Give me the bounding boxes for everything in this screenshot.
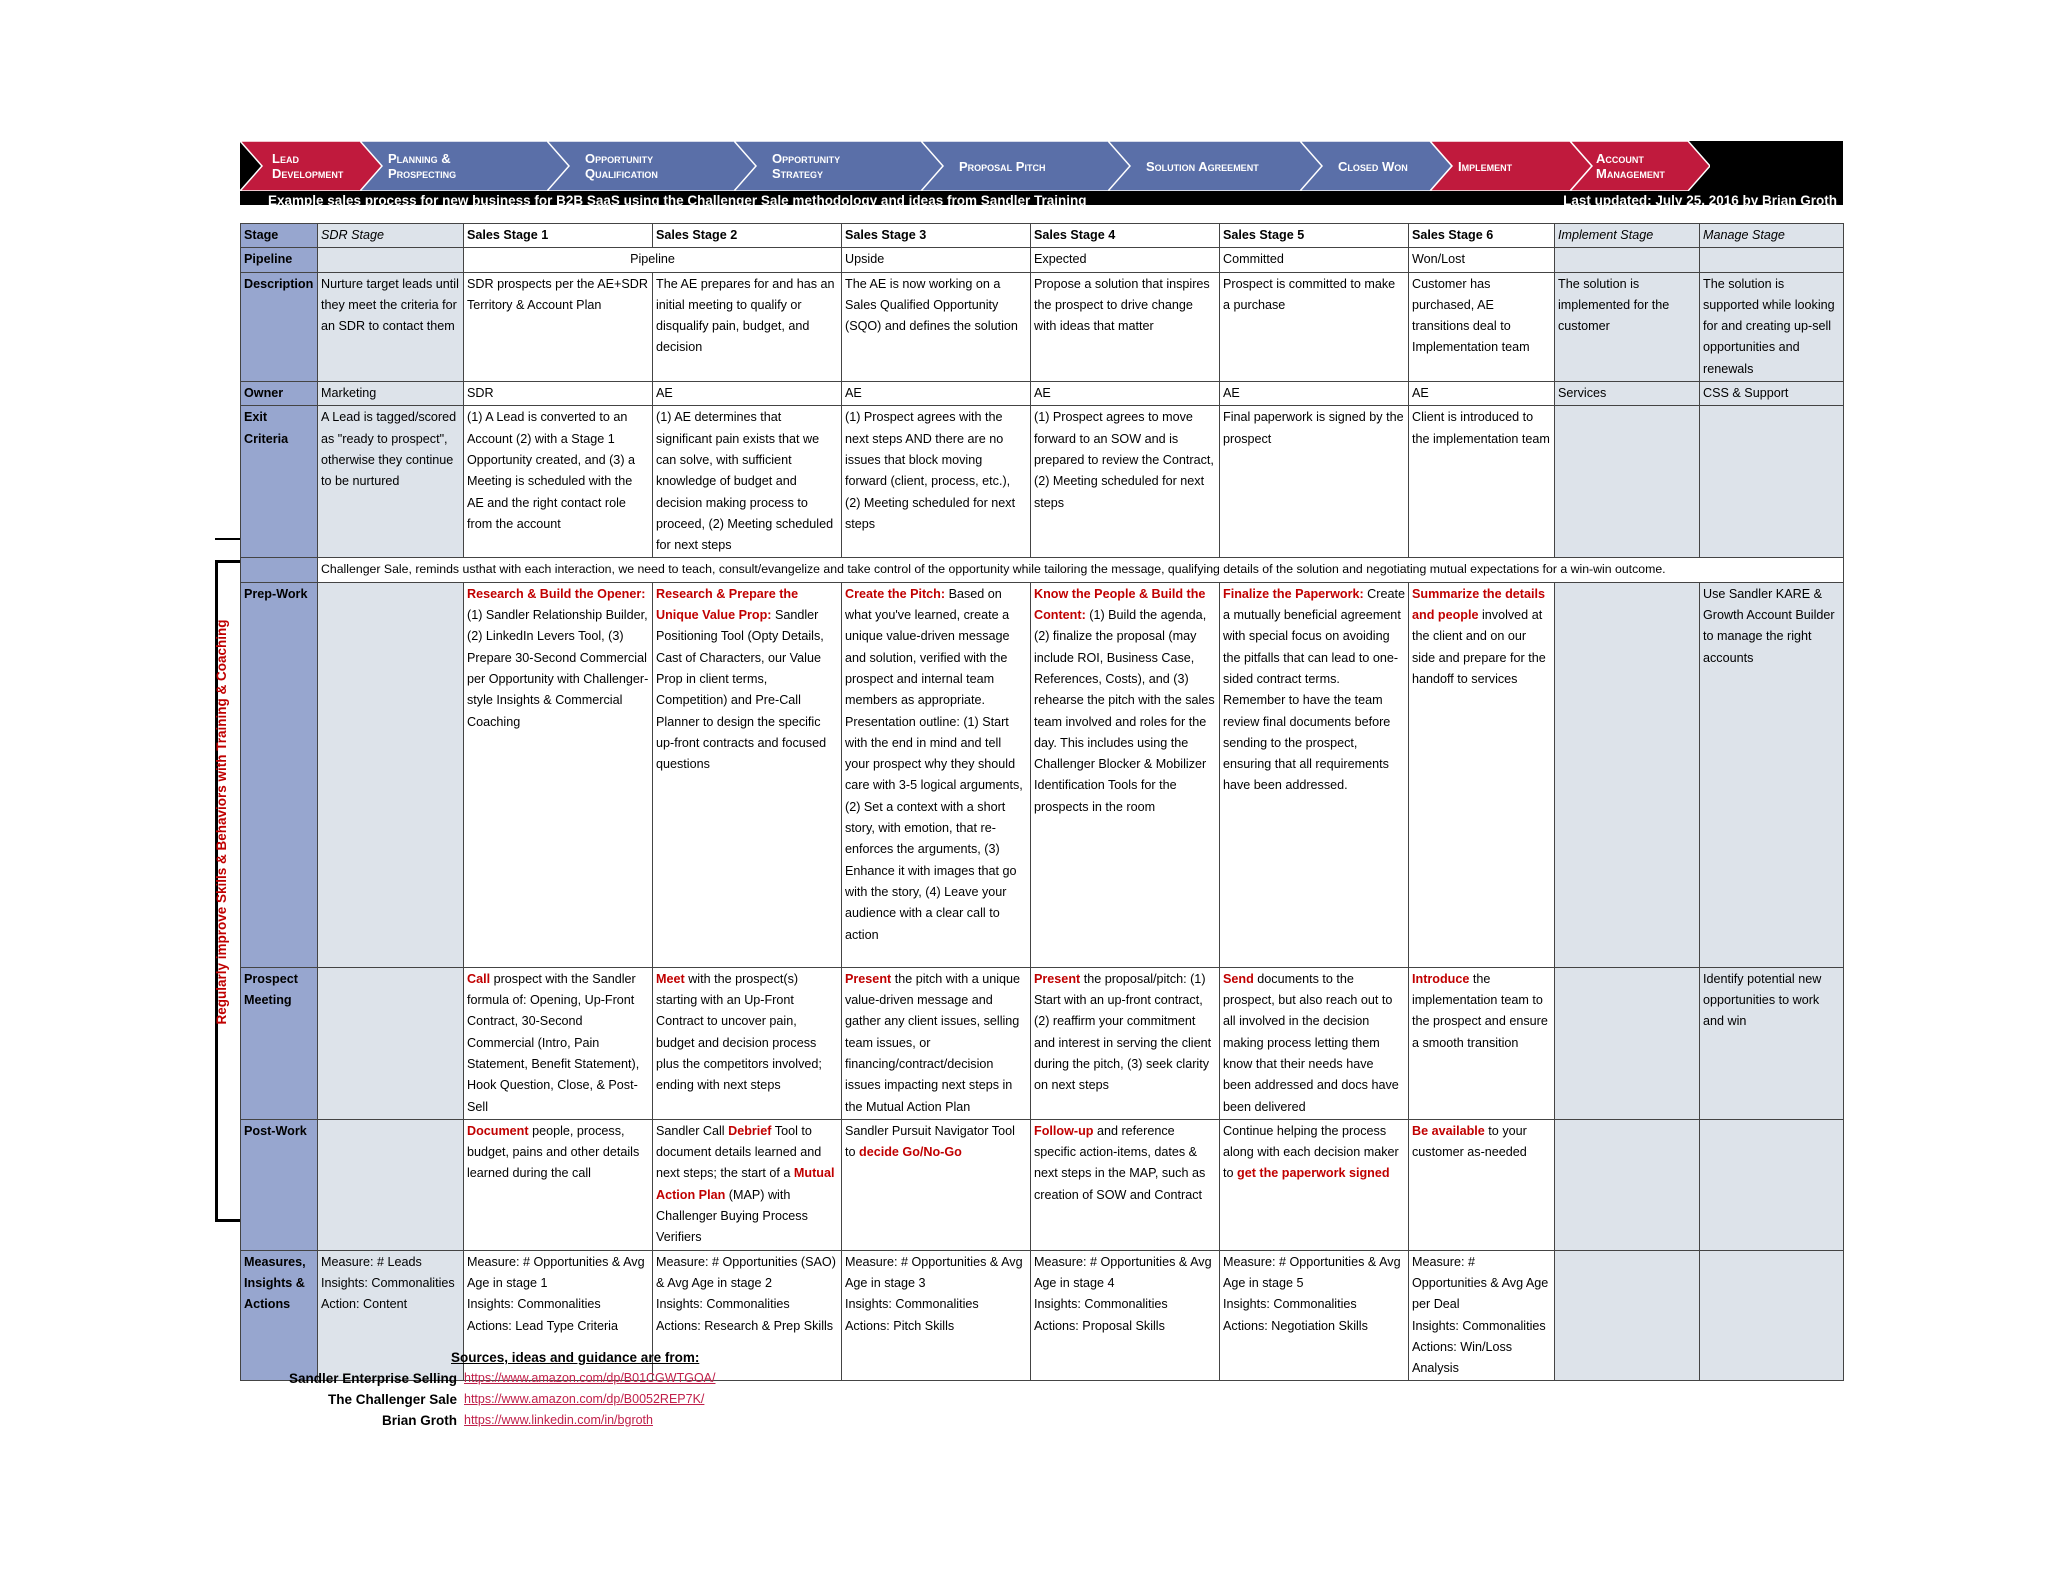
row-header-stage: Stage [241, 224, 318, 248]
row-exit [241, 406, 1844, 558]
pipeline-cell: Committed [1220, 248, 1409, 272]
post-cell [1220, 1119, 1409, 1250]
stage-label: Opportunity Qualification [585, 151, 658, 181]
cell-highlight: Mutual Action Plan [656, 1166, 835, 1202]
measure-line: Insights: Commonalities [845, 1297, 979, 1312]
stage-chevron [547, 141, 757, 191]
exit-cell: (1) A Lead is converted to an Account (2) with a Stage 1 Opportunity created, and (3) a Meeting is scheduled with the AE and the right contact role from the account [464, 406, 653, 558]
challenger-note: Challenger Sale, reminds usthat with each interaction, we need to teach, consult/evangelize and take control of the opportunity while tailoring the message, qualifying details of the solution and negotiating mutual expectations for a win-win outcome. [318, 558, 1844, 582]
cell-text: to your customer as-needed [1412, 1123, 1527, 1160]
cell-highlight: Research & Prepare the Unique Value Prop: [656, 586, 799, 623]
measures-cell [1700, 1250, 1844, 1381]
post-cell [653, 1119, 842, 1250]
stage-chevron [1570, 141, 1710, 191]
cell-text: (1) Sandler Relationship Builder, (2) LinkedIn Levers Tool, (3) Prepare 30-Second Commercial per Opportunity with Challenger-style Insights & Commercial Coaching [467, 608, 649, 729]
meeting-cell [1700, 967, 1844, 1119]
cell-text: Sandler Call [656, 1123, 729, 1138]
row-header-exit: Exit Criteria [241, 406, 318, 558]
source-link[interactable]: https://www.linkedin.com/in/bgroth [464, 1413, 653, 1427]
cell-text: (1) Build the agenda, (2) finalize the proposal (may include ROI, Business Case, References, Costs), and (3) rehearse the pitch with the sales team involved and roles for the day. This includes using the Challenger Blocker & Mobilizer Identification Tools for the prospects in the room [1034, 608, 1215, 814]
row-post [241, 1119, 1844, 1250]
row-meeting [241, 967, 1844, 1119]
measure-line: Measure: # Leads [321, 1254, 422, 1269]
stage-cell: Sales Stage 4 [1031, 224, 1220, 248]
meeting-cell [1555, 967, 1700, 1119]
post-cell [1409, 1119, 1555, 1250]
measure-line: Actions: Lead Type Criteria [467, 1318, 618, 1333]
prep-cell [318, 582, 464, 967]
measure-line: Measure: # Opportunities & Avg Age in stage 5 [1223, 1254, 1401, 1290]
stage-label: Lead Development [272, 151, 344, 181]
stage-label: Implement [1458, 158, 1513, 174]
row-challenger-note [241, 558, 1844, 582]
measure-line: Measure: # Opportunities & Avg Age in stage 3 [845, 1254, 1023, 1290]
measure-line: Actions: Research & Prep Skills [656, 1318, 834, 1333]
cell-text: documents to the prospect, but also reach out to all involved in the decision making process letting them know that their needs have been addressed and docs have been delivered [1223, 971, 1399, 1114]
cell-text: the proposal/pitch: (1) Start with an up-front contract, (2) reaffirm your commitment and interest in serving the client during the pitch, (3) seek clarity on next steps [1034, 971, 1212, 1093]
row-header-owner: Owner [241, 382, 318, 406]
description-cell: Prospect is committed to make a purchase [1220, 272, 1409, 381]
exit-cell: Final paperwork is signed by the prospect [1220, 406, 1409, 558]
cell-highlight: Summarize the details and people [1412, 586, 1545, 623]
meeting-cell [842, 967, 1031, 1119]
prep-cell [464, 582, 653, 967]
measure-line: Measure: # Opportunities (SAO) & Avg Age in stage 2 [656, 1254, 836, 1290]
source-name: Brian Groth [381, 1413, 457, 1428]
owner-cell: AE [1031, 382, 1220, 406]
cell-highlight: get the paperwork signed [1237, 1166, 1390, 1181]
cell-highlight: Meet [656, 971, 685, 986]
stage-label: Opportunity Strategy [772, 151, 841, 181]
cell-text: (MAP) with Challenger Buying Process Verifiers [656, 1187, 808, 1245]
row-description [241, 272, 1844, 381]
cell-text: the pitch with a unique value-driven message and gather any client issues, selling team issues, or financing/contract/decision issues impacting next steps in the Mutual Action Plan [845, 971, 1021, 1114]
description-cell: The solution is implemented for the customer [1555, 272, 1700, 381]
stage-banner [240, 141, 1843, 208]
prep-cell [1555, 582, 1700, 967]
exit-cell: Client is introduced to the implementation team [1409, 406, 1555, 558]
measure-line: Insights: Commonalities [1223, 1297, 1357, 1312]
stage-label: Solution Agreement [1146, 158, 1259, 174]
measure-line: Measure: # Opportunities & Avg Age in stage 4 [1034, 1254, 1212, 1290]
source-row [270, 1413, 870, 1433]
row-owner [241, 382, 1844, 406]
stage-cell: Manage Stage [1700, 224, 1844, 248]
divider-line [215, 538, 240, 540]
measures-cell [318, 1250, 464, 1381]
cell-highlight: Follow-up [1034, 1123, 1094, 1138]
measure-line: Measure: # Opportunities & Avg Age per Deal [1412, 1254, 1549, 1312]
meeting-cell [464, 967, 653, 1119]
cell-text: with the prospect(s) starting with an Up-Front Contract to uncover pain, budget and decision process plus the competitors involved; ending with next steps [656, 971, 822, 1093]
stage-label: Proposal Pitch [959, 158, 1046, 174]
prep-cell [1220, 582, 1409, 967]
cell-text: the implementation team to the prospect and ensure a smooth transition [1412, 971, 1548, 1050]
measure-line: Insights: Commonalities [1412, 1318, 1546, 1333]
cell-text: Create a mutually beneficial agreement with special focus on avoiding the pitfalls that can lead to one-sided contract terms. Remember to have the team review final documents before sending to the prospect, ensuring that all requirements have been addressed. [1223, 586, 1405, 793]
cell-text: Based on what you've learned, create a unique value-driven message and solution, verified with the prospect and internal team members as appropriate. Presentation outline: (1) Start with the end in mind and tell your prospect why they should care with 3-5 logical arguments, (2) Set a context with a short story, with emotion, that re-enforces the arguments, (3) Enhance it with images that go with the story, (4) Leave your audience with a clear call to action [845, 586, 1023, 942]
row-prep [241, 582, 1844, 967]
cell-highlight: Be available [1412, 1123, 1485, 1138]
cell-highlight: Research & Build the Opener: [467, 586, 646, 601]
pipeline-cell: Pipeline [464, 248, 842, 272]
pipeline-cell: Expected [1031, 248, 1220, 272]
sources-title: Sources, ideas and guidance are from: [451, 1350, 700, 1365]
owner-cell: AE [1409, 382, 1555, 406]
prep-cell [842, 582, 1031, 967]
stage-cell: Sales Stage 3 [842, 224, 1031, 248]
cell-text: people, process, budget, pains and other details learned during the call [467, 1123, 640, 1181]
meeting-cell [1409, 967, 1555, 1119]
cell-text: Use Sandler KARE & Growth Account Builder to manage the right accounts [1703, 586, 1835, 665]
post-cell [1555, 1119, 1700, 1250]
cell-highlight: Finalize the Paperwork: [1223, 586, 1364, 601]
measure-line: Actions: Pitch Skills [845, 1318, 955, 1333]
cell-text: Tool to document details learned and next steps; the start of a [656, 1123, 822, 1181]
stage-cell: Sales Stage 5 [1220, 224, 1409, 248]
exit-cell: A Lead is tagged/scored as "ready to prospect", otherwise they continue to be nurtured [318, 406, 464, 558]
stage-cell: Sales Stage 1 [464, 224, 653, 248]
measure-line: Insights: Commonalities [467, 1297, 601, 1312]
measure-line: Action: Content [321, 1297, 408, 1312]
row-header-pipeline: Pipeline [241, 248, 318, 272]
sheet-title: Example sales process for new business for B2B SaaS using the Challenger Sale methodology and ideas from Sandler Training [268, 193, 1087, 208]
post-cell [318, 1119, 464, 1250]
stage-chevron [360, 141, 570, 191]
row-pipeline [241, 248, 1844, 272]
cell-highlight: Create the Pitch: [845, 586, 946, 601]
description-cell: Propose a solution that inspires the prospect to drive change with ideas that matter [1031, 272, 1220, 381]
description-cell: Customer has purchased, AE transitions deal to Implementation team [1409, 272, 1555, 381]
cell-highlight: Send [1223, 971, 1254, 986]
meeting-cell [653, 967, 842, 1119]
stage-label: Closed Won [1338, 158, 1408, 174]
measure-line: Insights: Commonalities [321, 1275, 455, 1290]
post-cell [1700, 1119, 1844, 1250]
stage-cell: Sales Stage 6 [1409, 224, 1555, 248]
cell-text: Sandler Pursuit Navigator Tool to [845, 1123, 1015, 1160]
row-header-measures: Measures, Insights & Actions [241, 1250, 318, 1381]
training-side-label: Regularly improve Skills & Behaviors with Training & Coaching [214, 619, 229, 1025]
exit-cell: (1) Prospect agrees with the next steps AND there are no issues that block moving forward (client, process, etc.), (2) Meeting scheduled for next steps [842, 406, 1031, 558]
cell-text: involved at the client and on our side and prepare for the handoff to services [1412, 608, 1546, 686]
exit-cell [1700, 406, 1844, 558]
owner-cell: Marketing [318, 382, 464, 406]
pipeline-cell [318, 248, 464, 272]
owner-cell: CSS & Support [1700, 382, 1844, 406]
cell-text: Sandler Positioning Tool (Opty Details, Cast of Characters, our Value Prop in client terms, Competition) and Pre-Call Planner to design the specific up-front contracts and focused questions [656, 608, 827, 772]
source-row [270, 1392, 870, 1412]
measure-line: Actions: Proposal Skills [1034, 1318, 1165, 1333]
source-link[interactable]: https://www.amazon.com/dp/B0052REP7K/ [464, 1392, 705, 1406]
exit-cell [1555, 406, 1700, 558]
measures-cell [842, 1250, 1031, 1381]
owner-cell: AE [1220, 382, 1409, 406]
measures-cell [1220, 1250, 1409, 1381]
row-header-description: Description [241, 272, 318, 381]
cell-text: prospect with the Sandler formula of: Opening, Up-Front Contract, 30-Second Commercial (Intro, Pain Statement, Benefit Statement), Hook Question, Close, & Post-Sell [467, 971, 640, 1114]
row-header-prep: Prep-Work [241, 582, 318, 967]
stage-chevron [921, 141, 1131, 191]
measure-line: Actions: Negotiation Skills [1223, 1318, 1368, 1333]
stage-chevron [1430, 141, 1592, 191]
pipeline-cell: Won/Lost [1409, 248, 1555, 272]
stage-label: Account Management [1596, 151, 1665, 181]
stage-chevron [734, 141, 944, 191]
cell-highlight: Know the People & Build the Content: [1034, 586, 1206, 623]
prep-cell [653, 582, 842, 967]
meeting-cell [1031, 967, 1220, 1119]
cell-highlight: Debrief [728, 1123, 772, 1138]
cell-highlight: Present [1034, 971, 1081, 986]
prep-cell [1409, 582, 1555, 967]
meeting-cell [318, 967, 464, 1119]
post-cell [1031, 1119, 1220, 1250]
description-cell: Nurture target leads until they meet the criteria for an SDR to contact them [318, 272, 464, 381]
source-row [270, 1371, 870, 1391]
cell-text: and reference specific action-items, dates & next steps in the MAP, such as creation of SOW and Contract [1034, 1123, 1206, 1202]
exit-cell: (1) Prospect agrees to move forward to an SOW and is prepared to review the Contract, (2) Meeting scheduled for next steps [1031, 406, 1220, 558]
stage-chevron [1108, 141, 1323, 191]
pipeline-cell [1700, 248, 1844, 272]
stage-cell: Implement Stage [1555, 224, 1700, 248]
source-name: The Challenger Sale [327, 1392, 457, 1407]
owner-cell: AE [842, 382, 1031, 406]
row-header-meeting: Prospect Meeting [241, 967, 318, 1119]
owner-cell: SDR [464, 382, 653, 406]
last-updated: Last updated: July 25, 2016 by Brian Groth [1563, 193, 1837, 208]
process-table [240, 223, 1844, 1381]
measures-cell [1409, 1250, 1555, 1381]
source-name: Sandler Enterprise Selling [288, 1371, 457, 1386]
prep-cell [1700, 582, 1844, 967]
description-cell: The solution is supported while looking for and creating up-sell opportunities and renewals [1700, 272, 1844, 381]
owner-cell: AE [653, 382, 842, 406]
cell-highlight: decide Go/No-Go [859, 1145, 962, 1160]
description-cell: The AE is now working on a Sales Qualified Opportunity (SQO) and defines the solution [842, 272, 1031, 381]
measure-line: Insights: Commonalities [1034, 1297, 1168, 1312]
exit-cell: (1) AE determines that significant pain exists that we can solve, with sufficient knowledge of budget and decision making process to proceed, (2) Meeting scheduled for next steps [653, 406, 842, 558]
cell-highlight: Introduce [1412, 971, 1470, 986]
meeting-cell [1220, 967, 1409, 1119]
cell-highlight: Present [845, 971, 892, 986]
cell-text: Continue helping the process along with each decision maker to [1223, 1123, 1399, 1181]
stage-cell: Sales Stage 2 [653, 224, 842, 248]
pipeline-cell: Upside [842, 248, 1031, 272]
cell-highlight: Document [467, 1123, 529, 1138]
cell-text: Identify potential new opportunities to work and win [1703, 971, 1822, 1029]
post-cell [842, 1119, 1031, 1250]
stage-label: Planning & Prospecting [388, 151, 457, 181]
description-cell: SDR prospects per the AE+SDR Territory & Account Plan [464, 272, 653, 381]
row-stage [241, 224, 1844, 248]
cell-highlight: Call [467, 971, 491, 986]
measures-cell [1555, 1250, 1700, 1381]
row-header-post: Post-Work [241, 1119, 318, 1250]
pipeline-cell [1555, 248, 1700, 272]
measure-line: Insights: Commonalities [656, 1297, 790, 1312]
measures-cell [1031, 1250, 1220, 1381]
description-cell: The AE prepares for and has an initial meeting to qualify or disqualify pain, budget, and decision [653, 272, 842, 381]
prep-cell [1031, 582, 1220, 967]
post-cell [464, 1119, 653, 1250]
stage-cell: SDR Stage [318, 224, 464, 248]
measure-line: Measure: # Opportunities & Avg Age in stage 1 [467, 1254, 645, 1290]
measure-line: Actions: Win/Loss Analysis [1412, 1339, 1513, 1376]
owner-cell: Services [1555, 382, 1700, 406]
note-header-cell [241, 558, 318, 582]
source-link[interactable]: https://www.amazon.com/dp/B01CGWTGOA/ [464, 1371, 716, 1385]
